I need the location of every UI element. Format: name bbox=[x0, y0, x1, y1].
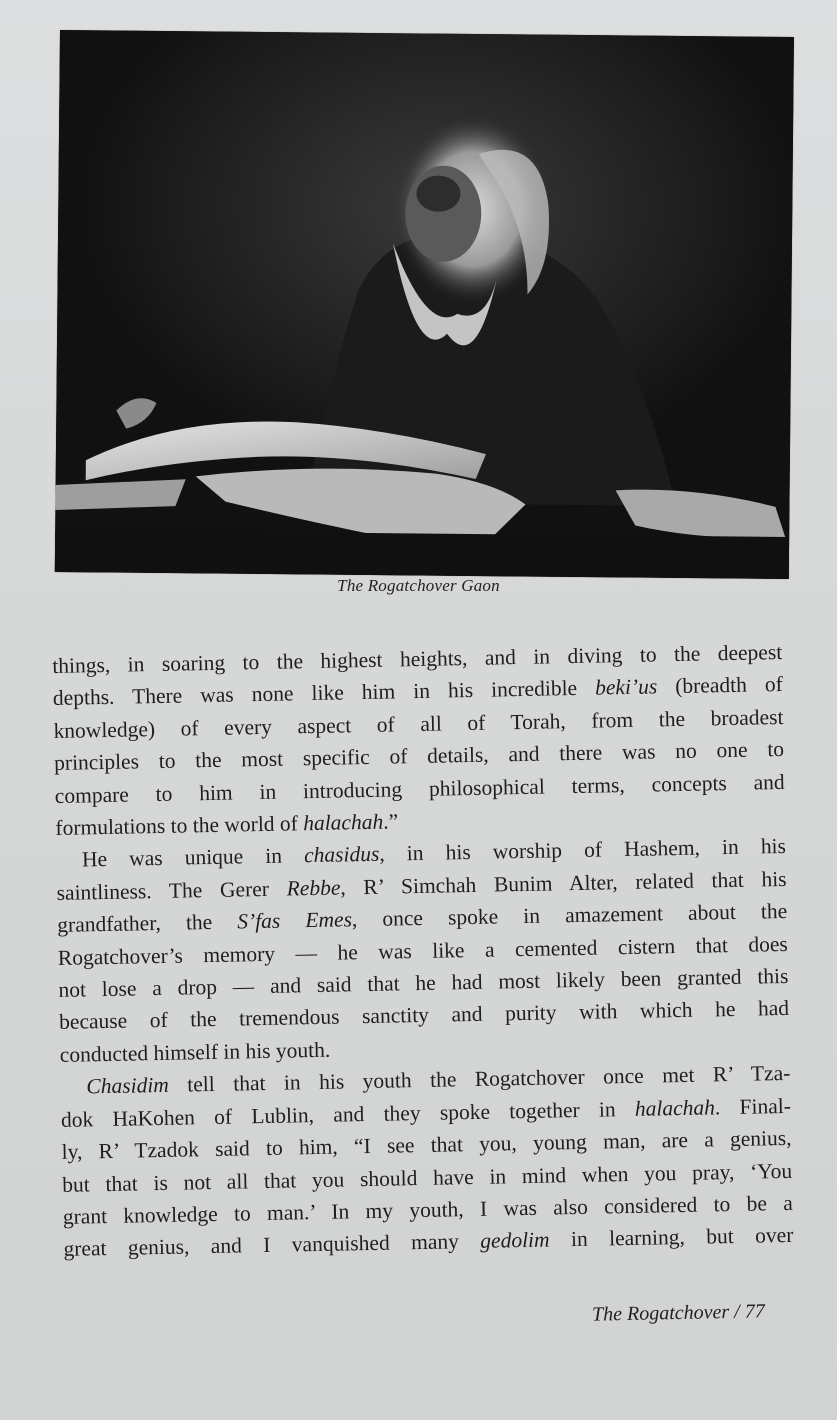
text-line: conducted himself in his youth. bbox=[59, 1037, 331, 1067]
text-line: ly, R’ Tzadok said to him, “I see that you, young man, are a genius, bbox=[61, 1125, 792, 1164]
text-line: grandfather, the S’fas Emes, once spoke in amazement about the bbox=[57, 899, 788, 938]
text-line: Chasidim tell that in his youth the Rogatchover once met R’ Tza- bbox=[86, 1061, 791, 1099]
text-line: depths. There was none like him in his incredible beki’us (breadth of bbox=[52, 672, 784, 711]
text-line: Rogatchover’s memory — he was like a cemented cistern that does bbox=[57, 931, 789, 970]
text-line: dok HaKohen of Lublin, and they spoke together in halachah. Final- bbox=[60, 1093, 792, 1132]
text-line: great genius, and I vanquished many gedolim in learning, but over bbox=[63, 1223, 794, 1262]
body-text bbox=[52, 636, 794, 1266]
text-line: knowledge) of every aspect of all of Torah, from the broadest bbox=[53, 704, 784, 743]
text-line: principles to the most specific of details, and there was no one to bbox=[53, 737, 785, 776]
text-line: saintliness. The Gerer Rebbe, R’ Simchah Bunim Alter, related that his bbox=[56, 866, 787, 905]
paragraph bbox=[52, 636, 786, 844]
running-footer: The Rogatchover / 77 bbox=[592, 1300, 766, 1326]
photo-image bbox=[55, 30, 794, 579]
text-line: He was unique in chasidus, in his worship of Hashem, in his bbox=[81, 834, 787, 872]
text-line: grant knowledge to man.’ In my youth, I was also considered to be a bbox=[62, 1190, 793, 1229]
paragraph bbox=[56, 830, 790, 1071]
text-line: things, in soaring to the highest heights, and in diving to the deepest bbox=[52, 639, 783, 678]
photo-caption: The Rogatchover Gaon bbox=[337, 576, 500, 595]
text-line: formulations to the world of halachah.” bbox=[55, 809, 399, 840]
portrait-photo bbox=[55, 30, 794, 579]
text-line: but that is not all that you should have in mind when you pray, ‘You bbox=[62, 1158, 793, 1197]
text-line: compare to him in introducing philosophical terms, concepts and bbox=[54, 769, 785, 808]
text-line: because of the tremendous sanctity and purity with which he had bbox=[58, 996, 790, 1035]
paragraph bbox=[60, 1057, 794, 1265]
text-line: not lose a drop — and said that he had most likely been granted this bbox=[58, 963, 789, 1002]
